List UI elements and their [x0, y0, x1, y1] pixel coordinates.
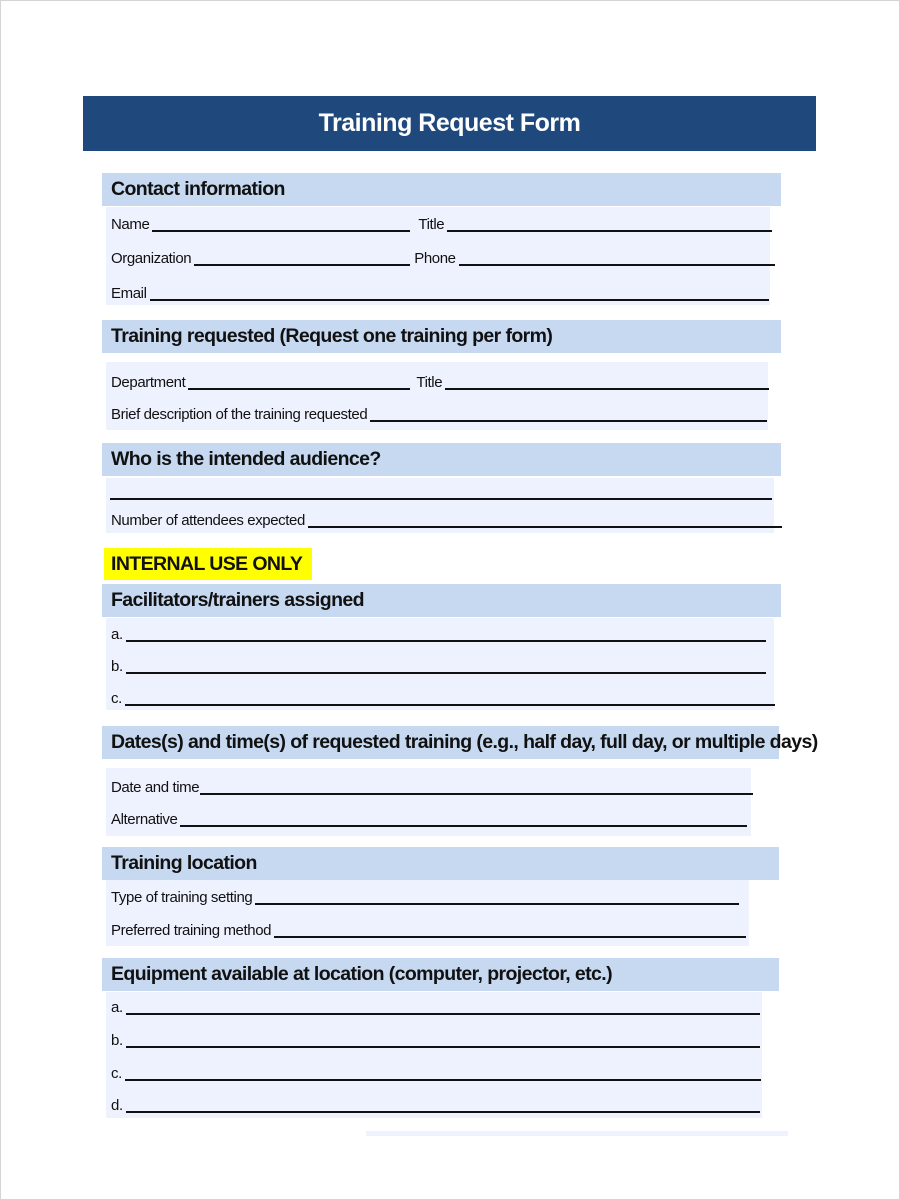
equipment-c-field[interactable] — [125, 1079, 761, 1081]
equipment-b-field[interactable] — [126, 1046, 760, 1048]
setting-row — [111, 885, 739, 909]
equipment-row — [111, 995, 760, 1019]
setting-label: Type of training setting — [111, 889, 253, 906]
facilitator-c-label: c. — [111, 690, 122, 707]
date-time-field[interactable] — [200, 793, 753, 795]
equipment-row — [111, 1093, 760, 1117]
internal-use-badge: INTERNAL USE ONLY — [104, 548, 312, 580]
facilitator-a-label: a. — [111, 626, 123, 643]
training-title-label: Title — [416, 374, 443, 391]
organization-row — [111, 246, 775, 270]
equipment-b-label: b. — [111, 1032, 123, 1049]
description-label: Brief description of the training requested — [111, 406, 368, 423]
facilitator-row — [111, 686, 775, 710]
facilitator-b-field[interactable] — [126, 672, 766, 674]
section-header-equipment: Equipment available at location (computer, projector, etc.) — [102, 958, 779, 991]
section-header-audience: Who is the intended audience? — [102, 443, 781, 476]
department-label: Department — [111, 374, 186, 391]
department-field[interactable] — [188, 388, 410, 390]
facilitator-b-label: b. — [111, 658, 123, 675]
attendees-field[interactable] — [308, 526, 782, 528]
section-header-location: Training location — [102, 847, 779, 880]
alternative-field[interactable] — [180, 825, 747, 827]
facilitator-row — [111, 622, 766, 646]
alternative-label: Alternative — [111, 811, 178, 828]
facilitator-row — [111, 654, 766, 678]
description-row — [111, 402, 767, 426]
email-row — [111, 281, 769, 305]
equipment-d-label: d. — [111, 1097, 123, 1114]
alternative-row — [111, 807, 747, 831]
email-field[interactable] — [150, 299, 769, 301]
date-time-label: Date and time — [111, 779, 200, 796]
facilitator-a-field[interactable] — [126, 640, 766, 642]
name-row — [111, 212, 772, 236]
audience-field[interactable] — [110, 498, 772, 500]
form-title: Training Request Form — [83, 96, 816, 151]
organization-field[interactable] — [194, 264, 410, 266]
method-field[interactable] — [274, 936, 746, 938]
department-row — [111, 370, 769, 394]
equipment-a-label: a. — [111, 999, 123, 1016]
method-label: Preferred training method — [111, 922, 272, 939]
training-title-field[interactable] — [445, 388, 769, 390]
attendees-label: Number of attendees expected — [111, 512, 305, 529]
bottom-strip — [366, 1131, 788, 1136]
title-field[interactable] — [447, 230, 772, 232]
date-time-row — [111, 775, 753, 799]
equipment-row — [111, 1061, 761, 1085]
equipment-a-field[interactable] — [126, 1013, 760, 1015]
name-field[interactable] — [152, 230, 410, 232]
section-header-contact: Contact information — [102, 173, 781, 206]
equipment-row — [111, 1028, 760, 1052]
section-header-dates: Dates(s) and time(s) of requested training (e.g., half day, full day, or multiple days) — [102, 726, 779, 759]
phone-label: Phone — [414, 250, 456, 267]
attendees-row — [111, 508, 782, 532]
phone-field[interactable] — [459, 264, 775, 266]
organization-label: Organization — [111, 250, 192, 267]
email-label: Email — [111, 285, 147, 302]
setting-field[interactable] — [255, 903, 739, 905]
equipment-d-field[interactable] — [126, 1111, 760, 1113]
section-header-facilitators: Facilitators/trainers assigned — [102, 584, 781, 617]
title-label: Title — [418, 216, 445, 233]
method-row — [111, 918, 746, 942]
facilitator-c-field[interactable] — [125, 704, 775, 706]
section-header-training: Training requested (Request one training per form) — [102, 320, 781, 353]
description-field[interactable] — [370, 420, 767, 422]
equipment-c-label: c. — [111, 1065, 122, 1082]
name-label: Name — [111, 216, 150, 233]
